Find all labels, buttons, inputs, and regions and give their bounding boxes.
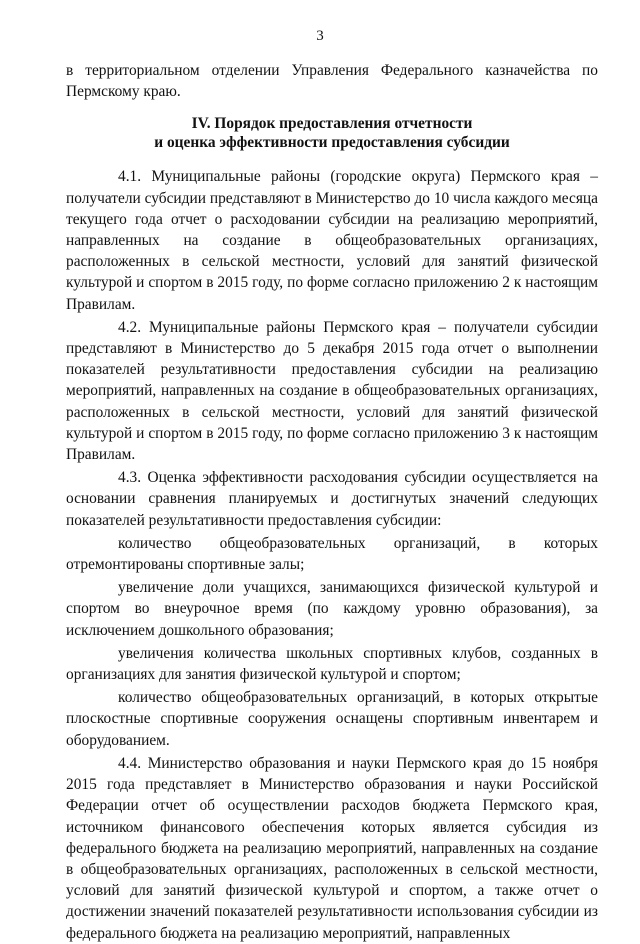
paragraph-4-4: 4.4. Министерство образования и науки Пермского края до 15 ноября 2015 года представляет в Министерство образования и науки Российской Федерации отчет об осуществлении расходов бюджета Пермского края, источником финансового обеспечения которых является субсидия из федерального бюджета на реализацию мероприятий, направленных на создание в общеобразовательных организациях, расположенных в сельской местности, условий для занятий физической культурой и спортом, а также отчет о достижении значений показателей результативности использования субсидии из федерального бюджета на реализацию мероприятий, направленных: [66, 754, 598, 942]
paragraph-4-3: 4.3. Оценка эффективности расходования субсидии осуществляется на основании сравнения планируемых и достигнутых значений следующих показателей результативности предоставления субсидии:: [66, 469, 598, 529]
indicator-item: увеличения количества школьных спортивных клубов, созданных в организациях для занятия физической культурой и спортом;: [66, 644, 598, 684]
page-number: 3: [316, 28, 324, 44]
document-body: [66, 60, 598, 944]
intro-paragraph: в территориальном отделении Управления Федерального казначейства по Пермскому краю.: [66, 62, 598, 101]
section-heading-line-2: и оценка эффективности предоставления субсидии: [154, 134, 510, 152]
indicator-item: количество общеобразовательных организаций, в которых открытые плоскостные спортивные сооружения оснащены спортивным инвентарем и оборудованием.: [66, 689, 598, 749]
indicator-item: количество общеобразовательных организаций, в которых отремонтированы спортивные залы;: [66, 534, 598, 574]
indicator-item: увеличение доли учащихся, занимающихся физической культурой и спортом во внеурочное время (по каждому уровню образования), за исключением дошкольного образования;: [66, 579, 598, 639]
section-heading-line-1: IV. Порядок предоставления отчетности: [191, 115, 473, 133]
paragraph-4-1: 4.1. Муниципальные районы (городские округа) Пермского края – получатели субсидии представляют в Министерство до 10 числа каждого месяца текущего года отчет о расходовании субсидии на реализацию мероприятий, направленных на создание в общеобразовательных организациях, расположенных в сельской местности, условий для занятий физической культурой и спортом в 2015 году, по форме согласно приложению 2 к настоящим Правилам.: [66, 168, 598, 313]
paragraph-4-2: 4.2. Муниципальные районы Пермского края – получатели субсидии представляют в Министерство до 5 декабря 2015 года отчет о выполнении показателей результативности предоставления субсидии на реализацию мероприятий, направленных на создание в общеобразовательных организациях, расположенных в сельской местности, условий для занятий физической культурой и спортом в 2015 году, по форме согласно приложению 3 к настоящим Правилам.: [66, 318, 598, 464]
section-heading: [66, 114, 598, 152]
